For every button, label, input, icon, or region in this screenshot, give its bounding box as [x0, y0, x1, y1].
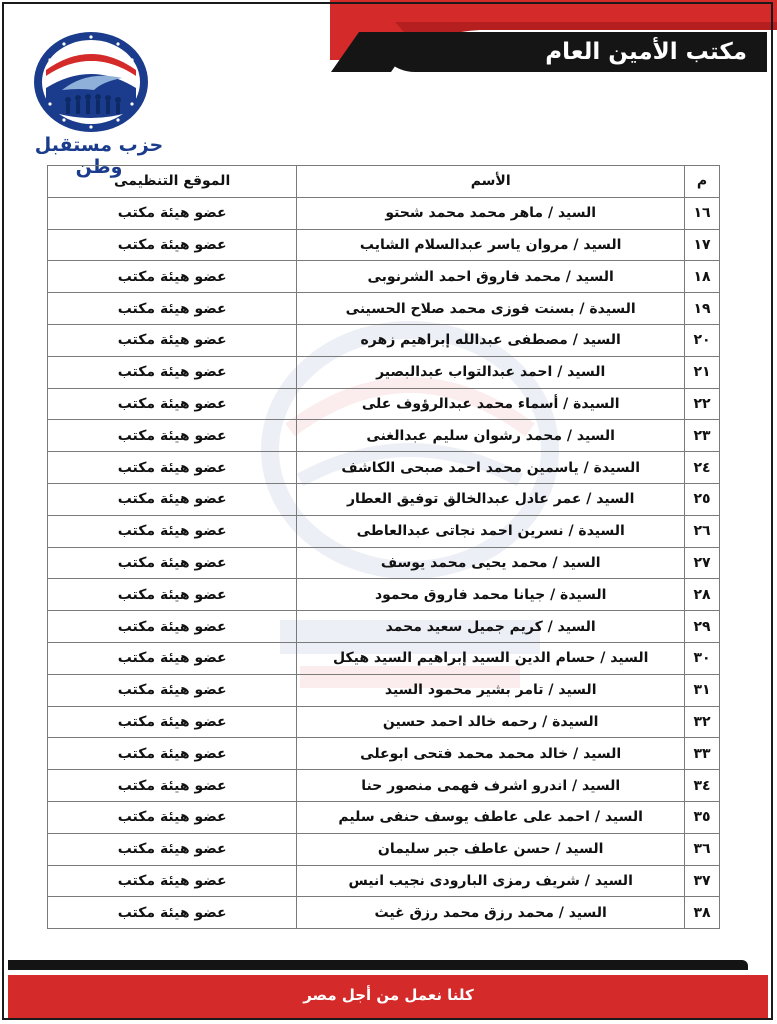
row-name: السيدة / جيانا محمد فاروق محمود [297, 579, 685, 611]
row-role: عضو هيئة مكتب [48, 261, 297, 293]
row-role: عضو هيئة مكتب [48, 833, 297, 865]
row-name: السيدة / ياسمين محمد احمد صبحى الكاشف [297, 452, 685, 484]
row-name: السيدة / أسماء محمد عبدالرؤوف على [297, 388, 685, 420]
row-num: ٢١ [685, 356, 720, 388]
row-num: ١٧ [685, 229, 720, 261]
row-num: ٣١ [685, 674, 720, 706]
header-role: الموقع التنظيمى [48, 166, 297, 198]
row-name: السيد / احمد عبدالتواب عبدالبصير [297, 356, 685, 388]
row-name: السيدة / رحمه خالد احمد حسين [297, 706, 685, 738]
row-num: ٢٧ [685, 547, 720, 579]
row-num: ٢٥ [685, 483, 720, 515]
row-role: عضو هيئة مكتب [48, 738, 297, 770]
row-num: ٢٢ [685, 388, 720, 420]
row-name: السيد / محمد رشوان سليم عبدالغنى [297, 420, 685, 452]
row-num: ٣٢ [685, 706, 720, 738]
row-role: عضو هيئة مكتب [48, 483, 297, 515]
row-name: السيد / تامر بشير محمود السيد [297, 674, 685, 706]
row-num: ٣٠ [685, 642, 720, 674]
page-title: مكتب الأمين العام [545, 39, 747, 65]
row-name: السيد / محمد يحيى محمد يوسف [297, 547, 685, 579]
row-role: عضو هيئة مكتب [48, 579, 297, 611]
row-role: عضو هيئة مكتب [48, 770, 297, 802]
row-name: السيد / ماهر محمد محمد شحتو [297, 197, 685, 229]
header-name: الأسم [297, 166, 685, 198]
row-num: ٣٦ [685, 833, 720, 865]
row-num: ٣٤ [685, 770, 720, 802]
row-num: ١٦ [685, 197, 720, 229]
row-num: ٢٣ [685, 420, 720, 452]
row-name: السيد / شريف رمزى البارودى نجيب انيس [297, 865, 685, 897]
row-role: عضو هيئة مكتب [48, 706, 297, 738]
row-name: السيد / كريم جميل سعيد محمد [297, 611, 685, 643]
row-role: عضو هيئة مكتب [48, 801, 297, 833]
row-name: السيد / محمد فاروق احمد الشرنوبى [297, 261, 685, 293]
row-name: السيد / خالد محمد محمد فتحى ابوعلى [297, 738, 685, 770]
row-name: السيد / اندرو اشرف فهمى منصور حنا [297, 770, 685, 802]
row-role: عضو هيئة مكتب [48, 547, 297, 579]
row-name: السيد / مروان ياسر عبدالسلام الشايب [297, 229, 685, 261]
row-num: ٣٧ [685, 865, 720, 897]
row-num: ١٩ [685, 293, 720, 325]
row-role: عضو هيئة مكتب [48, 293, 297, 325]
row-name: السيد / مصطفى عبدالله إبراهيم زهره [297, 324, 685, 356]
row-role: عضو هيئة مكتب [48, 388, 297, 420]
row-role: عضو هيئة مكتب [48, 642, 297, 674]
row-name: السيد / حسن عاطف جبر سليمان [297, 833, 685, 865]
row-num: ٢٦ [685, 515, 720, 547]
row-role: عضو هيئة مكتب [48, 865, 297, 897]
row-name: السيد / عمر عادل عبدالخالق توفيق العطار [297, 483, 685, 515]
row-name: السيد / محمد رزق محمد رزق غيث [297, 897, 685, 929]
row-num: ٣٣ [685, 738, 720, 770]
row-name: السيد / احمد على عاطف يوسف حنفى سليم [297, 801, 685, 833]
footer-slogan: كلنا نعمل من أجل مصر [303, 986, 474, 1004]
row-role: عضو هيئة مكتب [48, 420, 297, 452]
row-role: عضو هيئة مكتب [48, 897, 297, 929]
row-role: عضو هيئة مكتب [48, 324, 297, 356]
row-num: ٢٨ [685, 579, 720, 611]
row-num: ٣٨ [685, 897, 720, 929]
row-num: ٢٠ [685, 324, 720, 356]
row-role: عضو هيئة مكتب [48, 452, 297, 484]
row-num: ١٨ [685, 261, 720, 293]
row-role: عضو هيئة مكتب [48, 197, 297, 229]
party-name: حزب مستقبل وطن [34, 134, 164, 178]
row-role: عضو هيئة مكتب [48, 674, 297, 706]
row-num: ٢٩ [685, 611, 720, 643]
row-name: السيدة / نسرين احمد نجاتى عبدالعاطى [297, 515, 685, 547]
row-role: عضو هيئة مكتب [48, 611, 297, 643]
page-border [2, 2, 773, 1020]
row-role: عضو هيئة مكتب [48, 356, 297, 388]
row-name: السيدة / بسنت فوزى محمد صلاح الحسينى [297, 293, 685, 325]
row-num: ٢٤ [685, 452, 720, 484]
row-name: السيد / حسام الدين السيد إبراهيم السيد هيكل [297, 642, 685, 674]
row-role: عضو هيئة مكتب [48, 229, 297, 261]
row-role: عضو هيئة مكتب [48, 515, 297, 547]
header-num: م [685, 166, 720, 198]
row-num: ٣٥ [685, 801, 720, 833]
